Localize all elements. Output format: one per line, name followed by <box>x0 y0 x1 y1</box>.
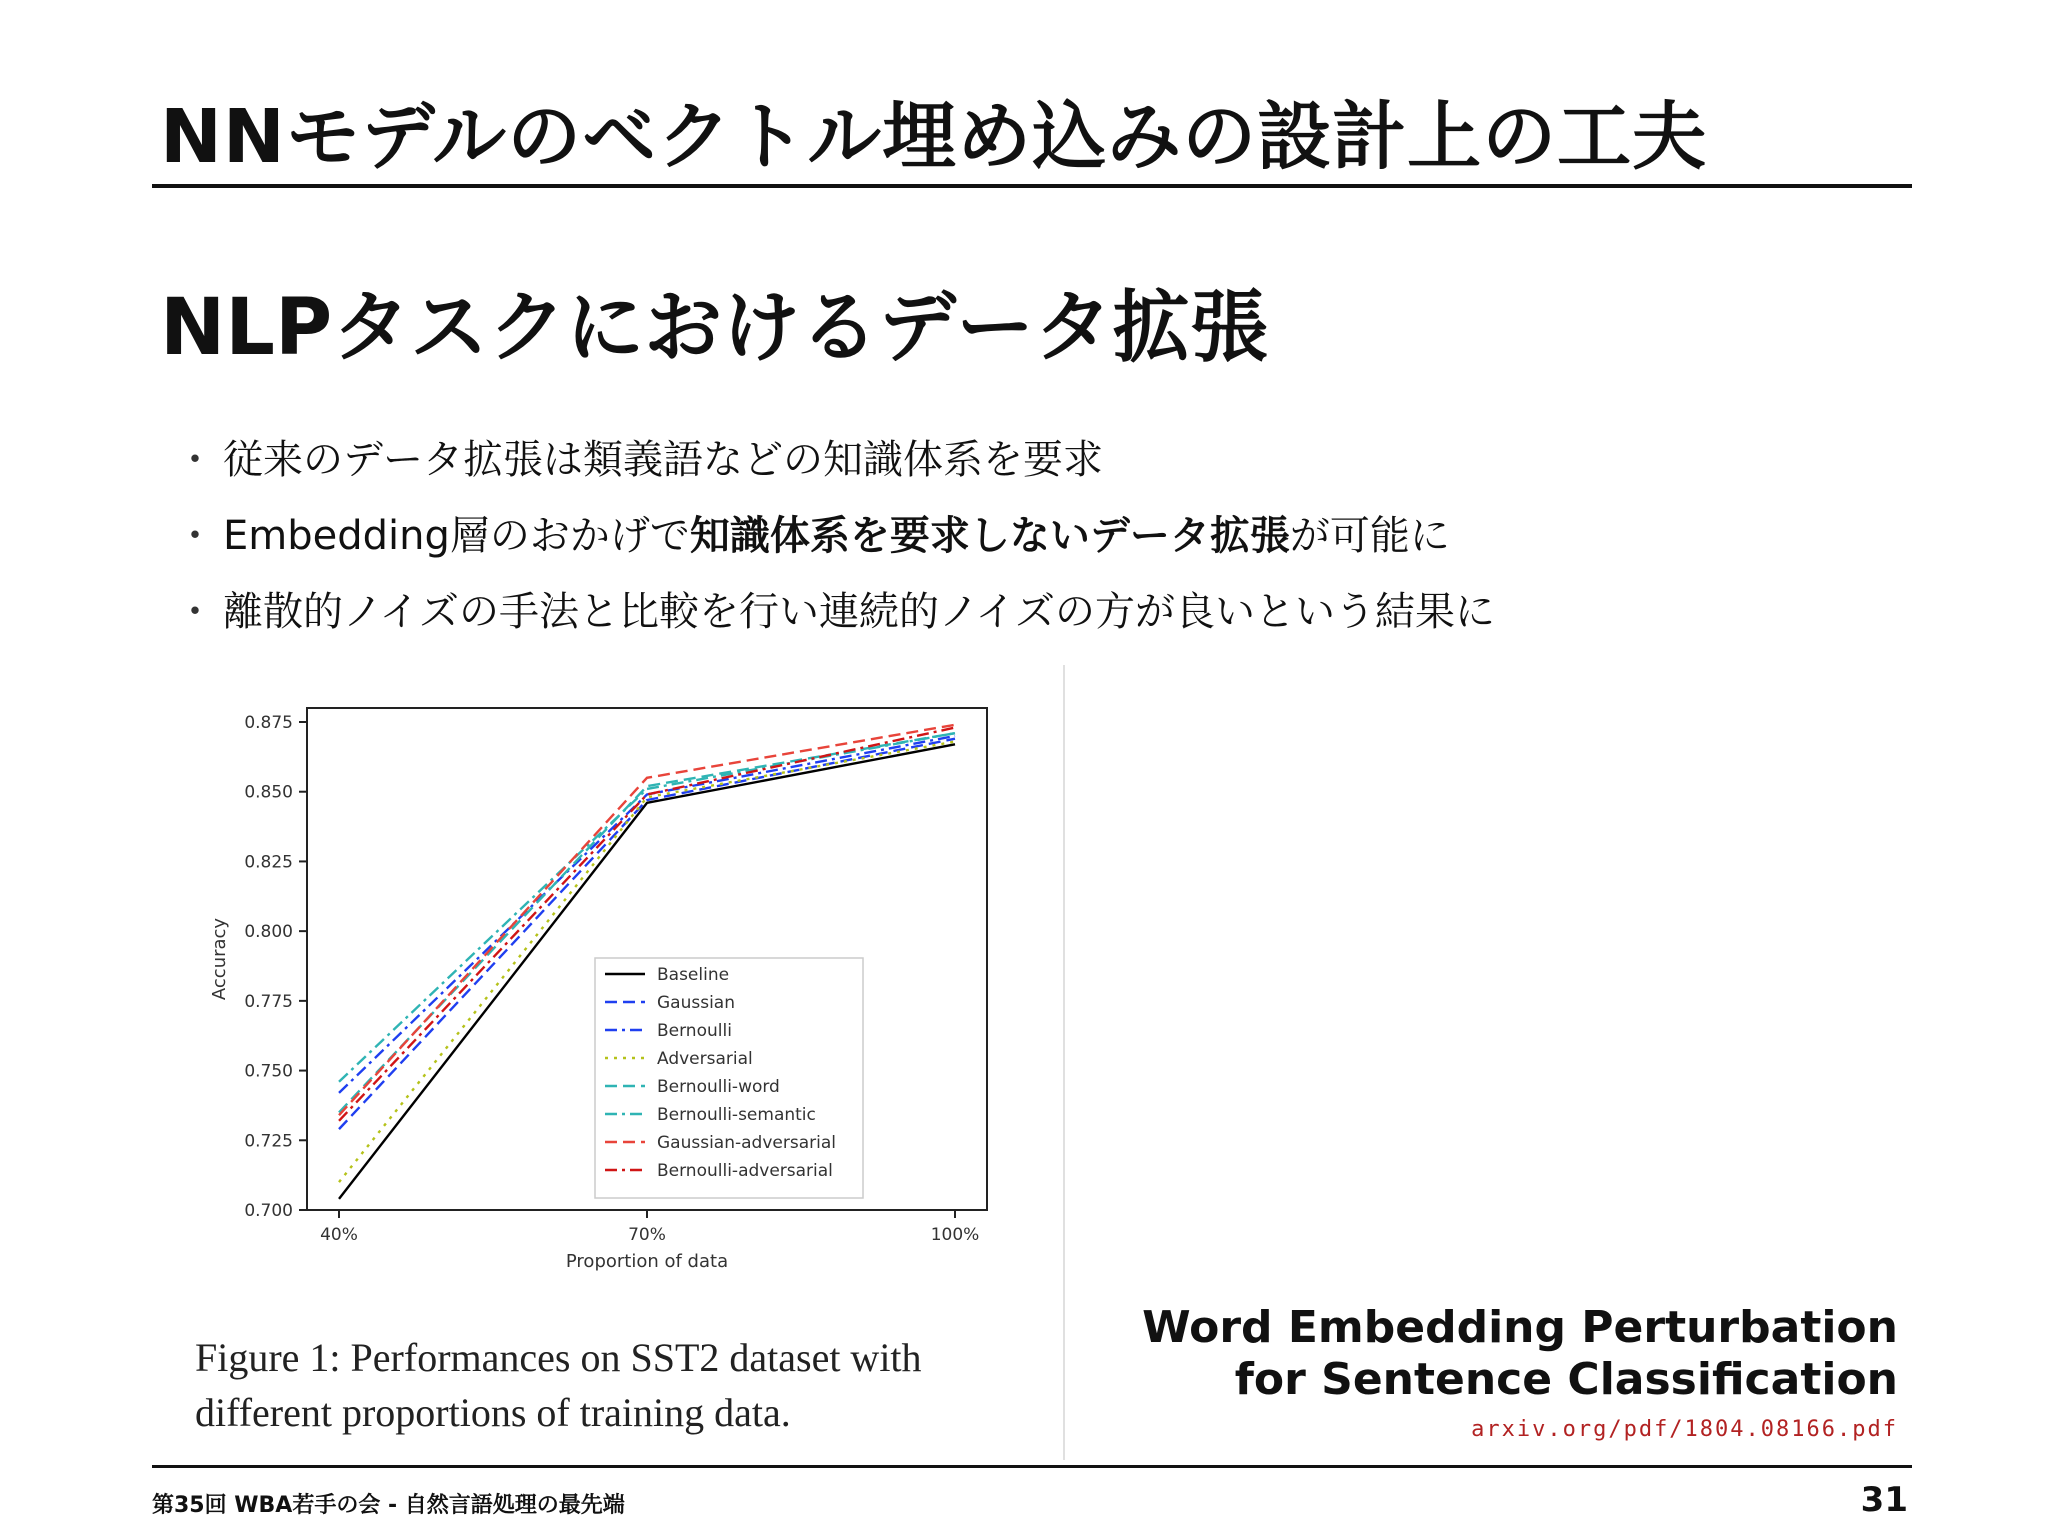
bullet-item <box>175 430 1495 506</box>
bullet-list <box>175 430 1495 658</box>
footer-text: 第35回 WBA若手の会 - 自然言語処理の最先端 <box>152 1493 625 1518</box>
legend-entry-label: Bernoulli-semantic <box>657 1105 816 1125</box>
legend-entry-label: Gaussian-adversarial <box>657 1133 836 1153</box>
paper-title <box>1142 1302 1898 1406</box>
bullet-text: 離散的ノイズの手法と比較を行い連続的ノイズの方が良いという結果に <box>223 589 1495 635</box>
y-tick-label: 0.700 <box>244 1201 293 1221</box>
bullet-marker: ・ <box>175 589 215 635</box>
y-tick-label: 0.825 <box>244 852 293 873</box>
bullet-marker: ・ <box>175 437 215 483</box>
x-tick-label: 100% <box>930 1225 980 1245</box>
y-tick-label: 0.775 <box>244 991 293 1012</box>
paper-link[interactable]: arxiv.org/pdf/1804.08166.pdf <box>1471 1417 1898 1442</box>
figure-caption: Figure 1: Performances on SST2 dataset with different proportions of training data. <box>195 1335 922 1435</box>
bullet-item <box>175 506 1495 582</box>
bullet-text-emphasis: 知識体系を要求しないデータ拡張 <box>689 513 1290 559</box>
y-tick-label: 0.875 <box>244 713 293 733</box>
x-axis-label: Proportion of data <box>565 1251 729 1272</box>
y-tick-label: 0.850 <box>244 782 293 803</box>
x-tick-label: 70% <box>628 1225 666 1245</box>
bullet-text-post: が可能に <box>1289 513 1450 559</box>
legend-entry-label: Bernoulli-word <box>657 1077 780 1097</box>
bullet-item <box>175 582 1495 658</box>
slide-title: NNモデルのベクトル埋め込みの設計上の工夫 <box>160 94 1708 180</box>
section-heading: NLPタスクにおけるデータ拡張 <box>160 283 1269 373</box>
paper-title-line2: for Sentence Classification <box>1234 1354 1898 1405</box>
legend-entry-label: Bernoulli <box>657 1021 732 1041</box>
page-number: 31 <box>1860 1480 1908 1520</box>
footer-rule <box>152 1465 1912 1468</box>
x-tick-label: 40% <box>320 1225 358 1245</box>
legend-entry-label: Adversarial <box>657 1049 753 1069</box>
title-underline <box>152 184 1912 188</box>
column-divider <box>1063 665 1065 1460</box>
y-axis-label: Accuracy <box>209 917 230 1001</box>
bullet-text-pre: Embedding層のおかげで <box>223 513 690 559</box>
legend-entry-label: Baseline <box>657 965 730 985</box>
legend-entry-label: Gaussian <box>657 993 735 1013</box>
y-tick-label: 0.750 <box>244 1061 293 1082</box>
bullet-text: 従来のデータ拡張は類義語などの知識体系を要求 <box>223 437 1103 483</box>
accuracy-line-chart <box>195 690 1045 1290</box>
paper-title-line1: Word Embedding Perturbation <box>1142 1302 1898 1353</box>
y-tick-label: 0.725 <box>244 1131 293 1152</box>
legend-entry-label: Bernoulli-adversarial <box>657 1161 833 1181</box>
bullet-marker: ・ <box>175 513 215 559</box>
y-tick-label: 0.800 <box>244 922 293 943</box>
